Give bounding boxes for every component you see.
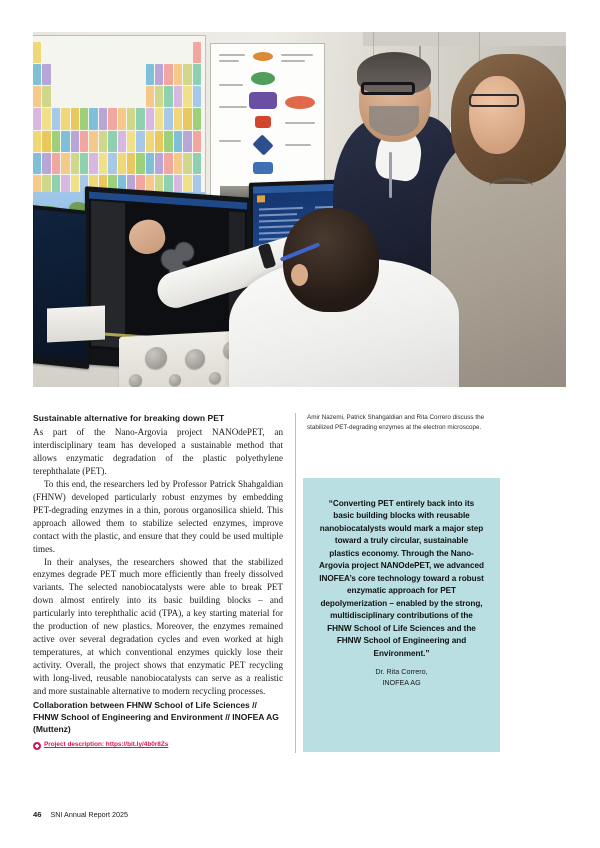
caption-column xyxy=(307,413,507,433)
collaboration-note: Collaboration between FHNW School of Life Sciences // FHNW School of Engineering and Environment // INOFEA AG (Muttenz) xyxy=(33,699,279,735)
project-link-label: Project description: https://bit.ly/4b0r8Zs xyxy=(44,741,169,749)
standing-woman-glasses xyxy=(469,94,519,107)
standing-man-beard xyxy=(369,106,419,136)
seated-researcher-ear xyxy=(291,264,308,286)
page-footer xyxy=(33,810,128,819)
standing-man-glasses xyxy=(361,82,415,95)
column-divider xyxy=(295,413,296,753)
seated-researcher-head xyxy=(283,208,379,312)
publication-title: SNI Annual Report 2025 xyxy=(50,810,128,819)
quote-author-name: Dr. Rita Correro, xyxy=(375,667,428,677)
monitor-left xyxy=(33,205,89,369)
article-paragraph: As part of the Nano-Argovia project NANOdePET, an interdisciplinary team has developed a sustainable method that allows enzymatic degradation of the plastic polyethylene terephthalate (PET). xyxy=(33,427,283,477)
sweater-zipper xyxy=(389,152,392,198)
article-text-column xyxy=(33,413,283,750)
pull-quote-box xyxy=(303,478,500,752)
quote-author-org: INOFEA AG xyxy=(382,677,421,687)
plus-circle-icon xyxy=(33,742,41,750)
cabinet-top-strip xyxy=(363,32,566,46)
pull-quote-attribution xyxy=(319,667,484,688)
project-description-link[interactable] xyxy=(33,741,283,750)
standing-woman-collar xyxy=(489,178,533,194)
article-paragraph: To this end, the researchers led by Professor Patrick Shahgaldian (FHNW) developed particularly robust enzymes by embedding PET-degrading enzymes in a thin, porous organosilica shield. This approach allowed them to stabilize selected enzymes, improve contact with the plastic, and ensure that they could be used multiple times. xyxy=(33,479,283,554)
pull-quote-text: “Converting PET entirely back into its basic building blocks with reusable nanobiocatalysts would mark a major step toward a truly circular, sustainable plastics economy. Through the Nano-Argovia project NANOdePET, we advanced INOFEA’s core technology toward a robust enzymatic approach for PET depolymerization – enabled by the strong, multidisciplinary contributions of the FHNW School of Life Sciences and the FHNW School of Engineering and Environment.” xyxy=(319,499,484,658)
lab-photograph xyxy=(33,32,566,387)
paper-stack xyxy=(47,305,105,342)
photo-caption: Amir Nazemi, Patrick Shahgaldian and Rita Correro discuss the stabilized PET-degrading enzymes at the electron microscope. xyxy=(307,414,485,431)
standing-woman-face xyxy=(469,76,525,154)
page-number: 46 xyxy=(33,810,42,819)
article-heading: Sustainable alternative for breaking down PET xyxy=(33,413,225,423)
article-paragraph: In their analyses, the researchers showed that the stabilized enzymes degrade PET much more efficiently than freely dissolved variants. The selected nanobiocatalysts were able to break PET down almost entirely into its basic building blocks – and particularly into terephthalic acid (TPA), a key starting material for the production of new plastics. Moreover, the enzymes remained active over several degradation cycles and even worked at high temperatures, at which conventional enzymes quickly lose their activity. Overall, the project shows that enzymatic PET recycling with long-lived, reusable nanobiocatalysts can serve as a realistic and more sustainable alternative to modern recycling processes. xyxy=(33,556,283,696)
article-body xyxy=(33,426,283,697)
